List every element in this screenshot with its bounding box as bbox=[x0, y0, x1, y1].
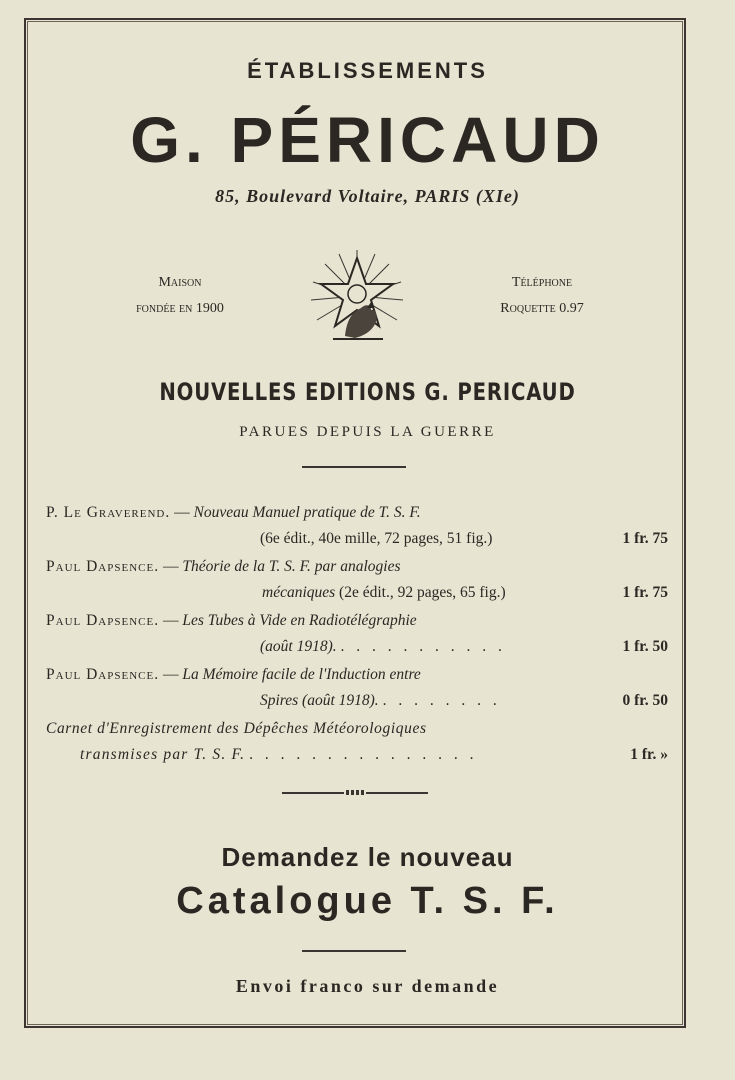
editions-title: NOUVELLES EDITIONS G. PERICAUD bbox=[159, 378, 576, 406]
book-price: 0 fr. 50 bbox=[622, 692, 668, 709]
leader-dots: . . . . . . . . . . . bbox=[340, 638, 506, 655]
divider bbox=[302, 950, 406, 952]
maison-founded: fondée en 1900 bbox=[136, 301, 224, 316]
telephone-label: Téléphone bbox=[511, 275, 573, 290]
company-name: G. PÉRICAUD bbox=[130, 104, 605, 176]
divider bbox=[302, 466, 406, 468]
book-details: (2e édit., 92 pages, 65 fig.) bbox=[335, 584, 506, 601]
book-price: 1 fr. 75 bbox=[622, 584, 668, 601]
catalogue-heading: Catalogue T. S. F. bbox=[176, 880, 559, 922]
book-entry bbox=[46, 662, 668, 714]
dash: — bbox=[159, 558, 183, 575]
etablissements-heading: ÉTABLISSEMENTS bbox=[247, 58, 488, 83]
book-title: Carnet d'Enregistrement des Dépêches Météorologiques bbox=[46, 720, 427, 737]
dash: — bbox=[170, 504, 194, 521]
ornament-rule-left bbox=[282, 792, 344, 794]
book-author: P. Le Graverend. bbox=[46, 504, 171, 521]
leader-dots: . . . . . . . . bbox=[382, 692, 501, 709]
star-rooster-emblem-icon bbox=[305, 246, 409, 346]
book-title: Les Tubes à Vide en Radiotélégraphie bbox=[182, 612, 417, 629]
book-author: Paul Dapsence. bbox=[46, 612, 160, 629]
book-entry bbox=[46, 608, 668, 660]
book-entry bbox=[46, 716, 668, 768]
envoi-note: Envoi franco sur demande bbox=[235, 976, 500, 996]
maison-block bbox=[100, 270, 260, 322]
book-author: Paul Dapsence. bbox=[46, 558, 160, 575]
book-entry bbox=[46, 554, 668, 606]
maison-label: Maison bbox=[158, 275, 202, 290]
dash: — bbox=[159, 612, 183, 629]
book-price: 1 fr. 75 bbox=[622, 530, 668, 547]
book-details: (6e édit., 40e mille, 72 pages, 51 fig.) bbox=[260, 530, 493, 547]
ornament-center bbox=[346, 790, 364, 795]
book-author: Paul Dapsence. bbox=[46, 666, 160, 683]
book-entry bbox=[46, 500, 668, 552]
book-title-continued: mécaniques bbox=[262, 584, 336, 601]
book-price: 1 fr. » bbox=[630, 746, 668, 763]
book-title: Théorie de la T. S. F. par analogies bbox=[182, 558, 401, 575]
book-price: 1 fr. 50 bbox=[622, 638, 668, 655]
address: 85, Boulevard Voltaire, PARIS (XIe) bbox=[215, 186, 520, 206]
book-title: La Mémoire facile de l'Induction entre bbox=[182, 666, 421, 683]
leader-dots: . . . . . . . . . . . . . . . bbox=[249, 746, 478, 763]
book-title-continued: transmises par T. S. F. bbox=[80, 746, 246, 763]
book-title-continued: (août 1918). bbox=[260, 638, 337, 655]
ornament-rule-right bbox=[366, 792, 428, 794]
ornament-divider bbox=[282, 792, 428, 794]
dash: — bbox=[159, 666, 183, 683]
editions-subtitle: PARUES DEPUIS LA GUERRE bbox=[239, 424, 496, 440]
book-title-continued: Spires (août 1918). bbox=[260, 692, 379, 709]
demandez-heading: Demandez le nouveau bbox=[221, 842, 514, 872]
telephone-number: Roquette 0.97 bbox=[500, 301, 584, 316]
book-title: Nouveau Manuel pratique de T. S. F. bbox=[193, 504, 421, 521]
telephone-block bbox=[462, 270, 622, 322]
